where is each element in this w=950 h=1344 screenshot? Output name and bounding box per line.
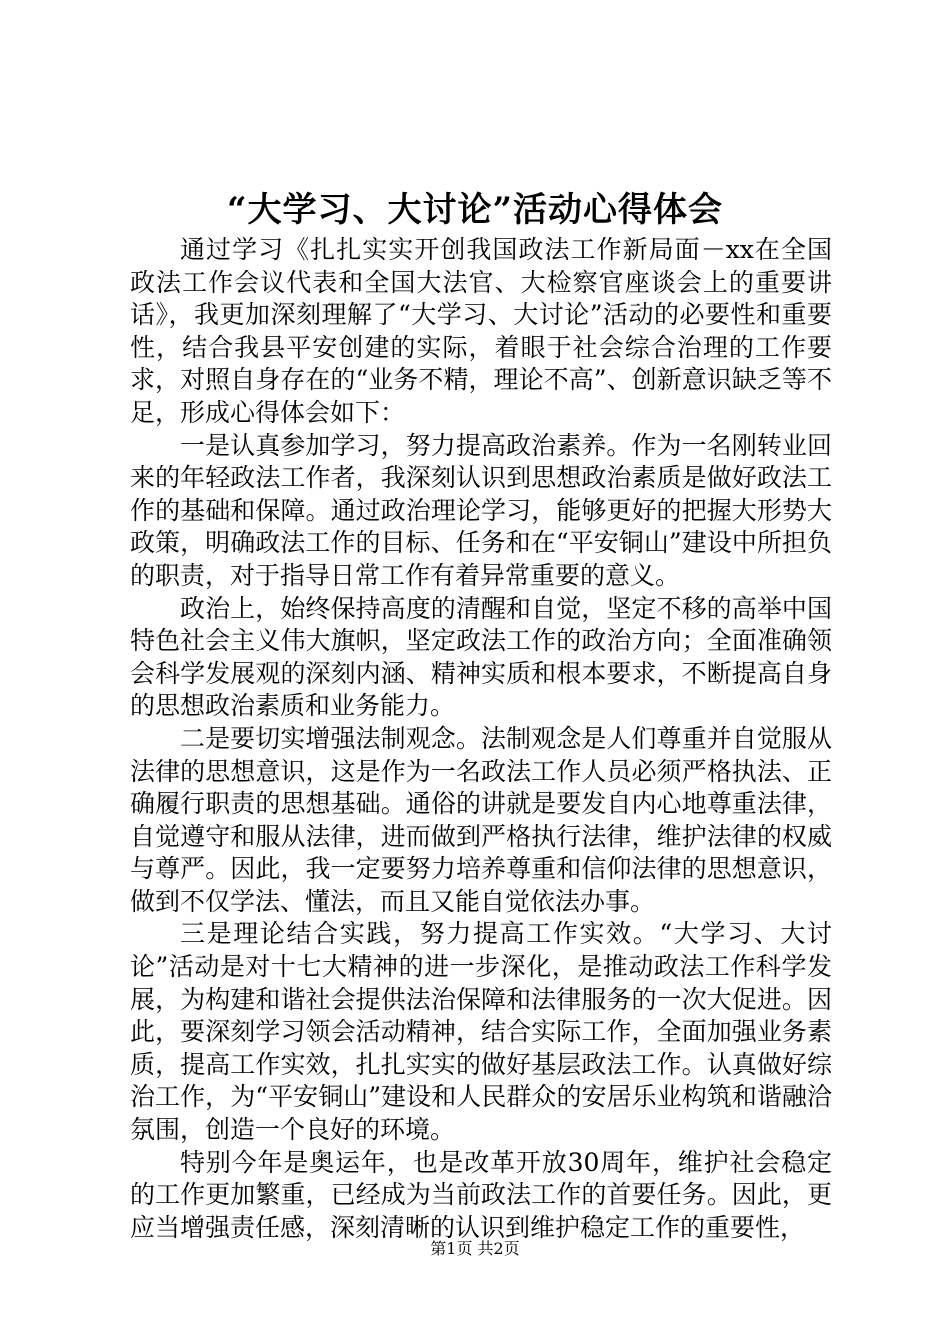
paragraph-olympic-year: 特别今年是奥运年，也是改革开放30周年，维护社会稳定的工作更加繁重，已经成为当前政法工作的首要任务。因此，更应当增强责任感，深刻清晰的认识到维护稳定工作的重要性， <box>130 1147 832 1242</box>
paragraph-political: 政治上，始终保持高度的清醒和自觉，坚定不移的高举中国特色社会主义伟大旗帜，坚定政法工作的政治方向；全面准确领会科学发展观的深刻内涵、精神实质和根本要求，不断提高自身的思想政治素质和业务能力。 <box>130 593 832 721</box>
page-number-footer: 第1页 共2页 <box>430 1239 520 1258</box>
paragraph-point-two: 二是要切实增强法制观念。法制观念是人们尊重并自觉服从法律的思想意识，这是作为一名政法工作人员必须严格执法、正确履行职责的思想基础。通俗的讲就是要发自内心地尊重法律，自觉遵守和服从法律，进而做到严格执行法律，维护法律的权威与尊严。因此，我一定要努力培养尊重和信仰法律的思想意识，做到不仅学法、懂法，而且又能自觉依法办事。 <box>130 723 832 916</box>
paragraph-point-one: 一是认真参加学习，努力提高政治素养。作为一名刚转业回来的年轻政法工作者，我深刻认识到思想政治素质是做好政法工作的基础和保障。通过政治理论学习，能够更好的把握大形势大政策，明确政法工作的目标、任务和在“平安铜山”建设中所担负的职责，对于指导日常工作有着异常重要的意义。 <box>130 430 832 590</box>
document-body <box>130 234 832 1244</box>
paragraph-intro: 通过学习《扎扎实实开创我国政法工作新局面－xx在全国政法工作会议代表和全国大法官、大检察官座谈会上的重要讲话》，我更加深刻理解了“大学习、大讨论”活动的必要性和重要性，结合我县平安创建的实际，着眼于社会综合治理的工作要求，对照自身存在的“业务不精，理论不高”、创新意识缺乏等不足，形成心得体会如下： <box>130 235 832 427</box>
document-title: “大学习、大讨论”活动心得体会 <box>226 190 724 230</box>
paragraph-point-three: 三是理论结合实践，努力提高工作实效。“大学习、大讨论”活动是对十七大精神的进一步深化，是推动政法工作科学发展，为构建和谐社会提供法治保障和法律服务的一次大促进。因此，要深刻学习领会活动精神，结合实际工作，全面加强业务素质，提高工作实效，扎扎实实的做好基层政法工作。认真做好综治工作，为“平安铜山”建设和人民群众的安居乐业构筑和谐融洽氛围，创造一个良好的环境。 <box>130 919 832 1145</box>
